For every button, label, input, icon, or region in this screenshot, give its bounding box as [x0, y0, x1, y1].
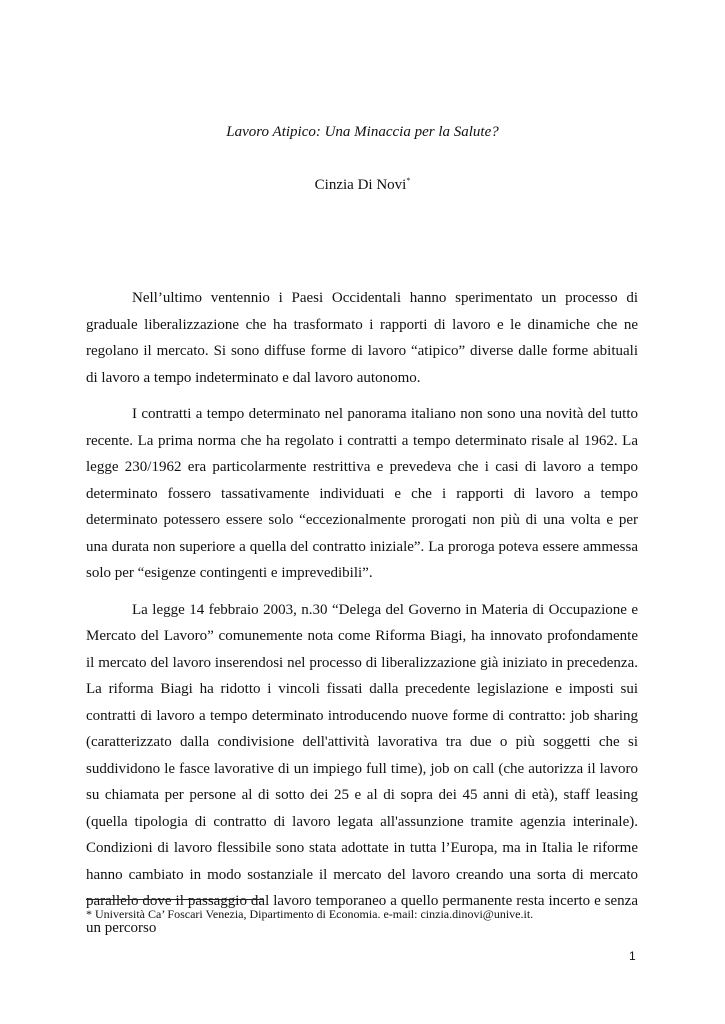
- paragraph-2: I contratti a tempo determinato nel panorama italiano non sono una novità del tutto recente. La prima norma che ha regolato i contratti a tempo determinato risale al 1962. La legge 230/1962 era particolarmente restrittiva e prevedeva che i casi di lavoro a tempo determinato fossero tassativamente individuati e che i rapporti di lavoro a tempo determinato potessero essere solo “eccezionalmente prorogati non più di una volta e per una durata non superiore a quella del contratto iniziale”. La proroga poteva essere ammessa solo per “esigenze contingenti e imprevedibili”.: [86, 406, 638, 581]
- body-text: [86, 285, 638, 951]
- footnote: * Università Ca’ Foscari Venezia, Dipartimento di Economia. e-mail: cinzia.dinovi@unive.it.: [86, 907, 534, 921]
- paragraph-3: La legge 14 febbraio 2003, n.30 “Delega del Governo in Materia di Occupazione e Mercato del Lavoro” comunemente nota come Riforma Biagi, ha innovato profondamente il mercato del lavoro inserendosi nel processo di liberalizzazione già iniziato in precedenza. La riforma Biagi ha ridotto i vincoli fissati dalla precedente legislazione e imposti sui contratti di lavoro a tempo determinato introducendo nuove forme di contratto: job sharing (caratterizzato dalla condivisione dell'attività lavorativa tra due o più soggetti che si suddividono le fasce lavorative di un impiego full time), job on call (che autorizza il lavoro su chiamata per persone al di sotto dei 25 e al di sopra dei 45 anni di età), staff leasing (quella tipologia di contratto di lavoro legata all'assunzione tramite agenzia interinale). Condizioni di lavoro flessibile sono stata adottate in tutta l’Europa, ma in Italia le riforme hanno cambiato in modo sostanziale il mercato del lavoro creando una sorta di mercato parallelo dove il passaggio dal lavoro temporaneo a quello permanente resta incerto e senza un percorso: [86, 601, 638, 936]
- author-line: [0, 176, 725, 194]
- footnote-marker: *: [406, 176, 411, 185]
- paragraph-1: Nell’ultimo ventennio i Paesi Occidentali hanno sperimentato un processo di graduale liberalizzazione che ha trasformato i rapporti di lavoro e le dinamiche che ne regolano il mercato. Si sono diffuse forme di lavoro “atipico” diverse dalle forme abituali di lavoro a tempo indeterminato e dal lavoro autonomo.: [86, 290, 638, 386]
- author-name: Cinzia Di Novi: [314, 177, 407, 193]
- paper-title: Lavoro Atipico: Una Minaccia per la Salute?: [226, 124, 499, 140]
- page-number: 1: [629, 949, 636, 963]
- footnote-divider: [86, 899, 264, 900]
